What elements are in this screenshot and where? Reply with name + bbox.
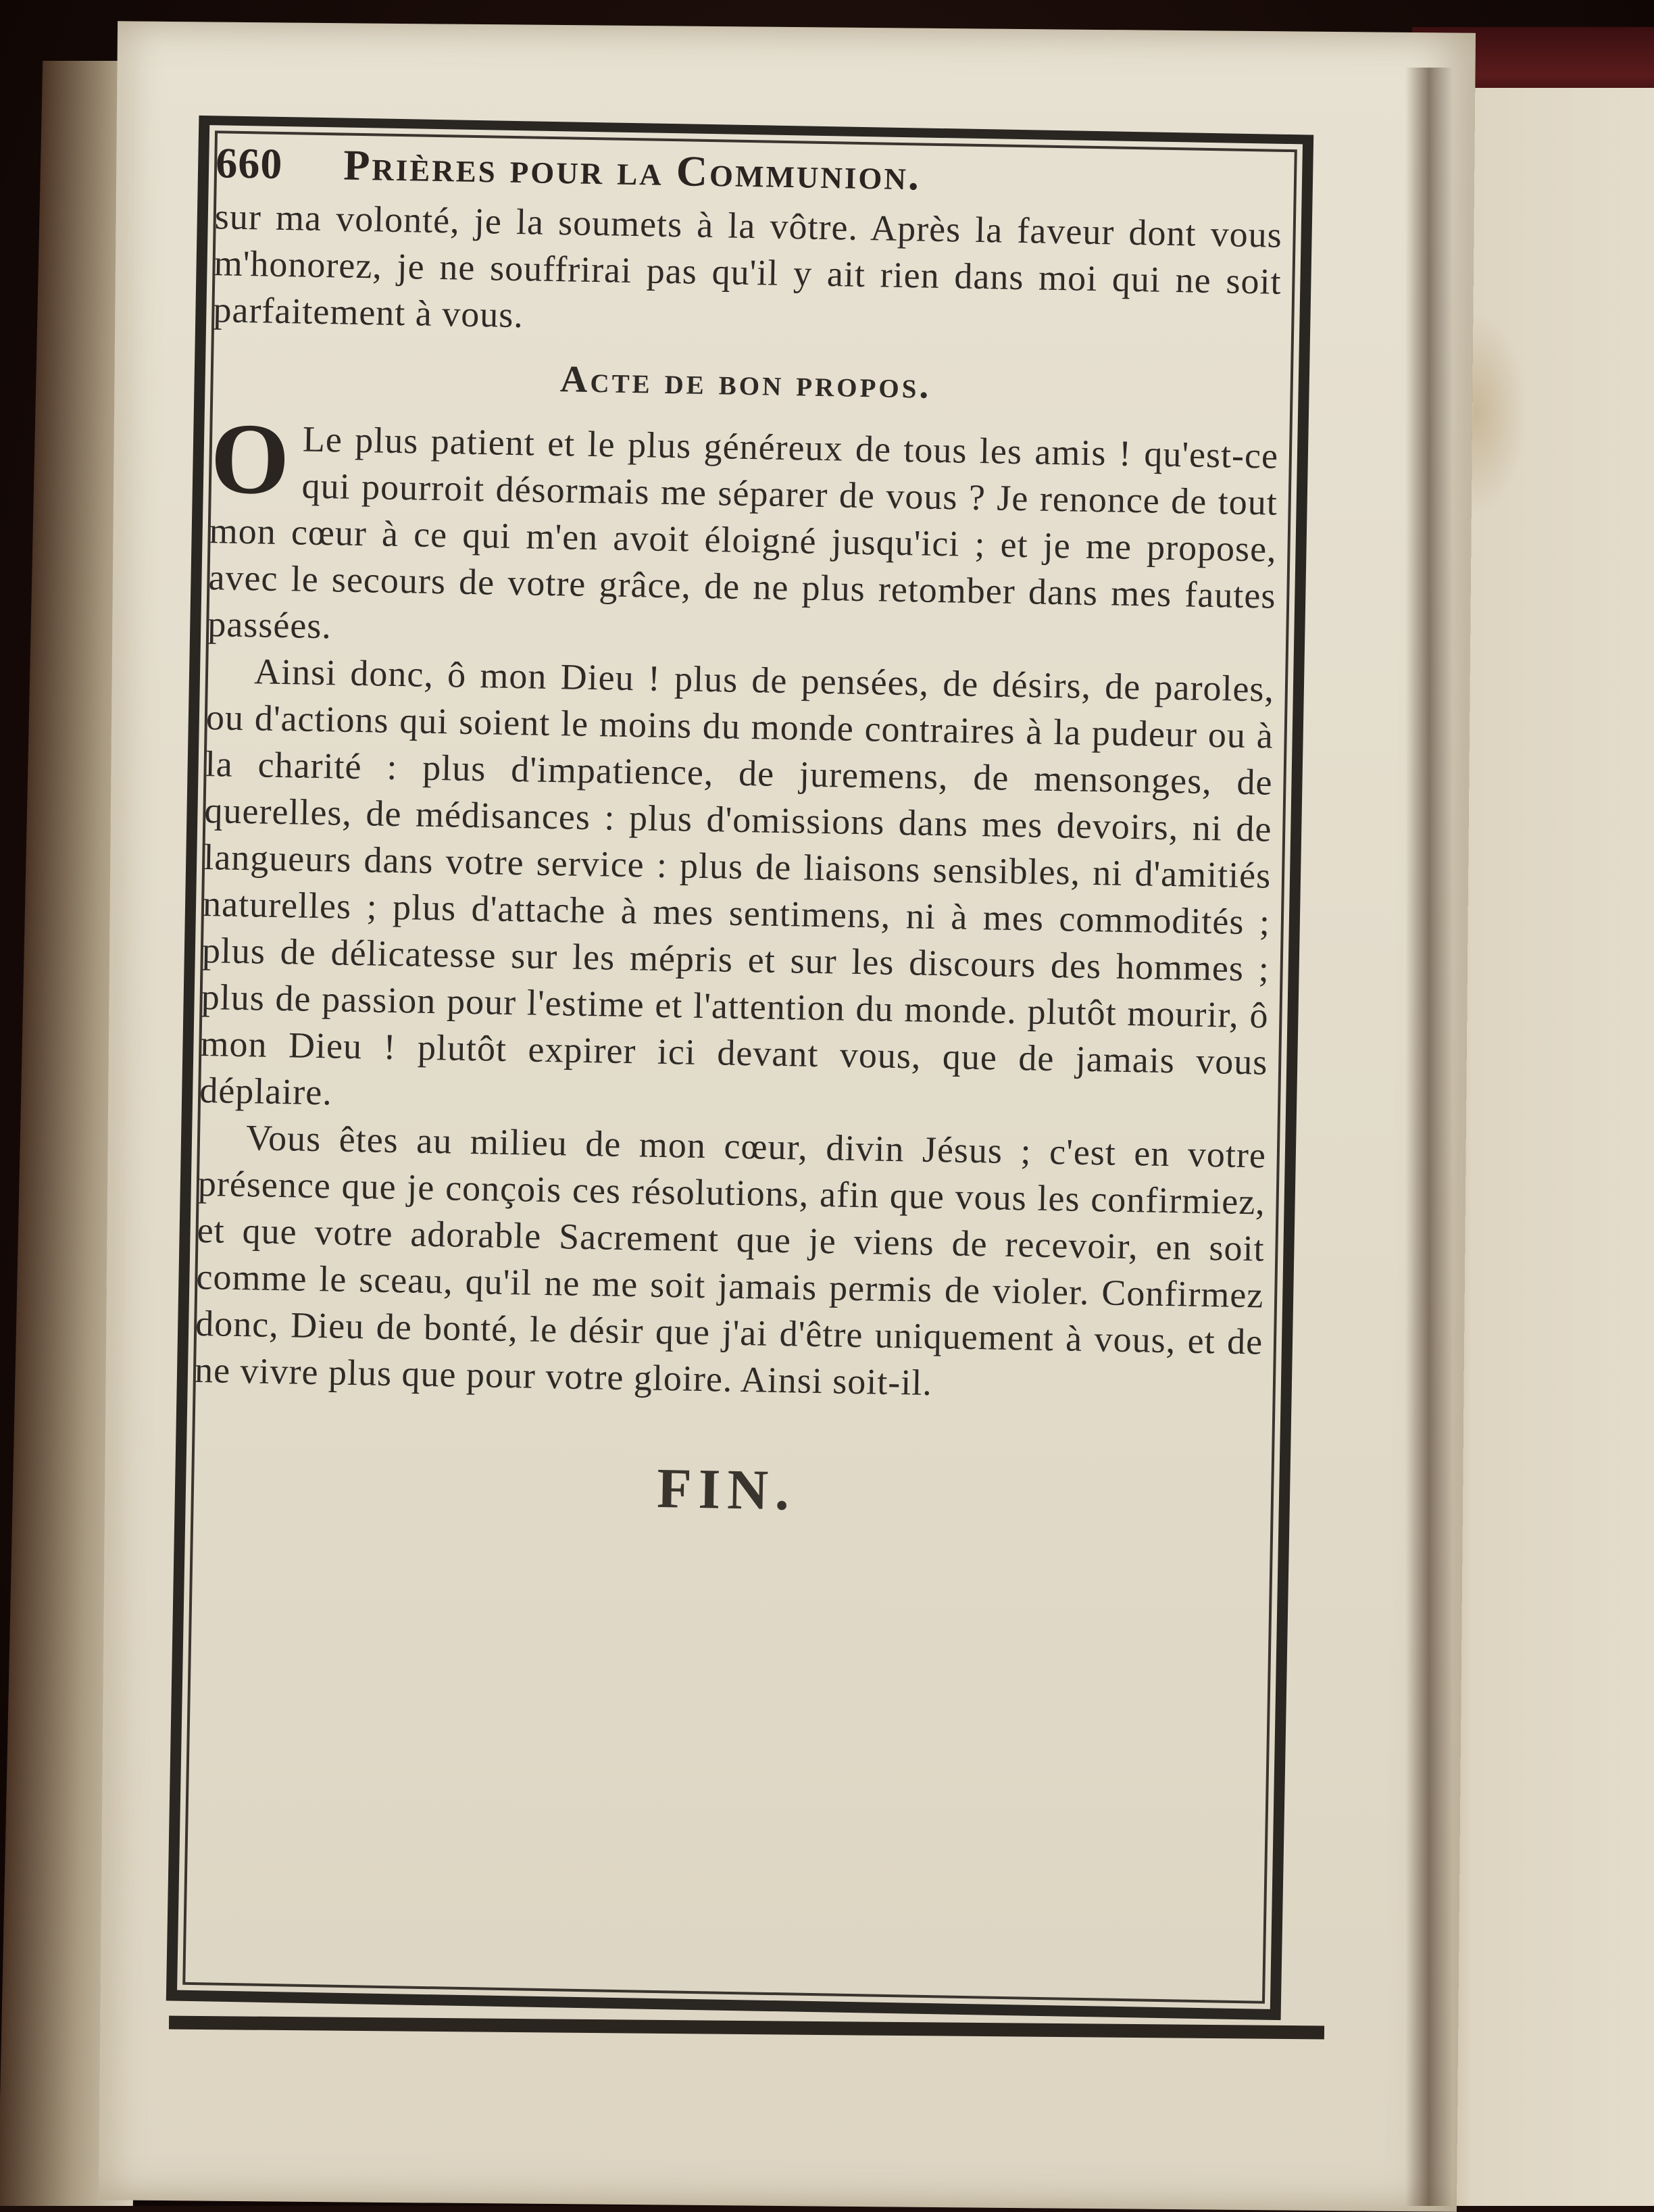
running-title: Prières pour la Communion. bbox=[343, 141, 922, 199]
opening-text: sur ma volonté, je la soumets à la vôtre. Après la faveur dont vous m'honorez, je ne souffrirai pas qu'il y ait rien dans moi qui ne soit parfaitement à vous. bbox=[213, 196, 1283, 336]
page-content bbox=[192, 132, 1283, 1531]
end-mark: FIN. bbox=[656, 1456, 797, 1523]
paragraph-1: Le plus patient et le plus généreux de tous les amis ! qu'est-ce qui pourroit désormais me séparer de vous ? Je renonce de tout mon cœur à ce qui m'en avoit éloigné jusqu'ici ; et je me propose, avec le secours de votre grâce, de ne plus retomber dans mes fautes passées. bbox=[207, 418, 1279, 647]
spine-shadow bbox=[1405, 68, 1453, 2206]
section-title: Acte de bon propos. bbox=[559, 358, 932, 407]
drop-cap: O bbox=[209, 402, 291, 516]
paragraph-2: Ainsi donc, ô mon Dieu ! plus de pensées, de désirs, de paroles, ou d'actions qui soient le moins du monde contraires à la pudeur ou à la charité : plus d'impatience, de juremens, de mensonges, de querelles, de médisances : plus d'omissions dans mes devoirs, ni de langueurs dans votre service : plus de liaisons sensibles, ni d'amitiés naturelles ; plus d'attache à mes sentimens, ni à mes commodités ; plus de délicatesse sur les mépris et sur les discours des hommes ; plus de passion pour l'estime et l'attention du monde. plutôt mourir, ô mon Dieu ! plutôt expirer ici devant vous, que de jamais vous déplaire. bbox=[199, 651, 1275, 1113]
paragraph-1-block bbox=[207, 402, 1279, 666]
paragraph-3: Vous êtes au milieu de mon cœur, divin Jésus ; c'est en votre présence que je conçois ces résolutions, afin que vous les confirmiez, et que votre adorable Sacrement que je viens de recevoir, en soit comme le sceau, qu'il ne me soit jamais permis de violer. Confirmez donc, Dieu de bonté, le désir que j'ai d'être uniquement à vous, et de ne vivre plus que pour votre gloire. Ainsi soit-il. bbox=[194, 1117, 1267, 1403]
page-number: 660 bbox=[215, 139, 283, 188]
